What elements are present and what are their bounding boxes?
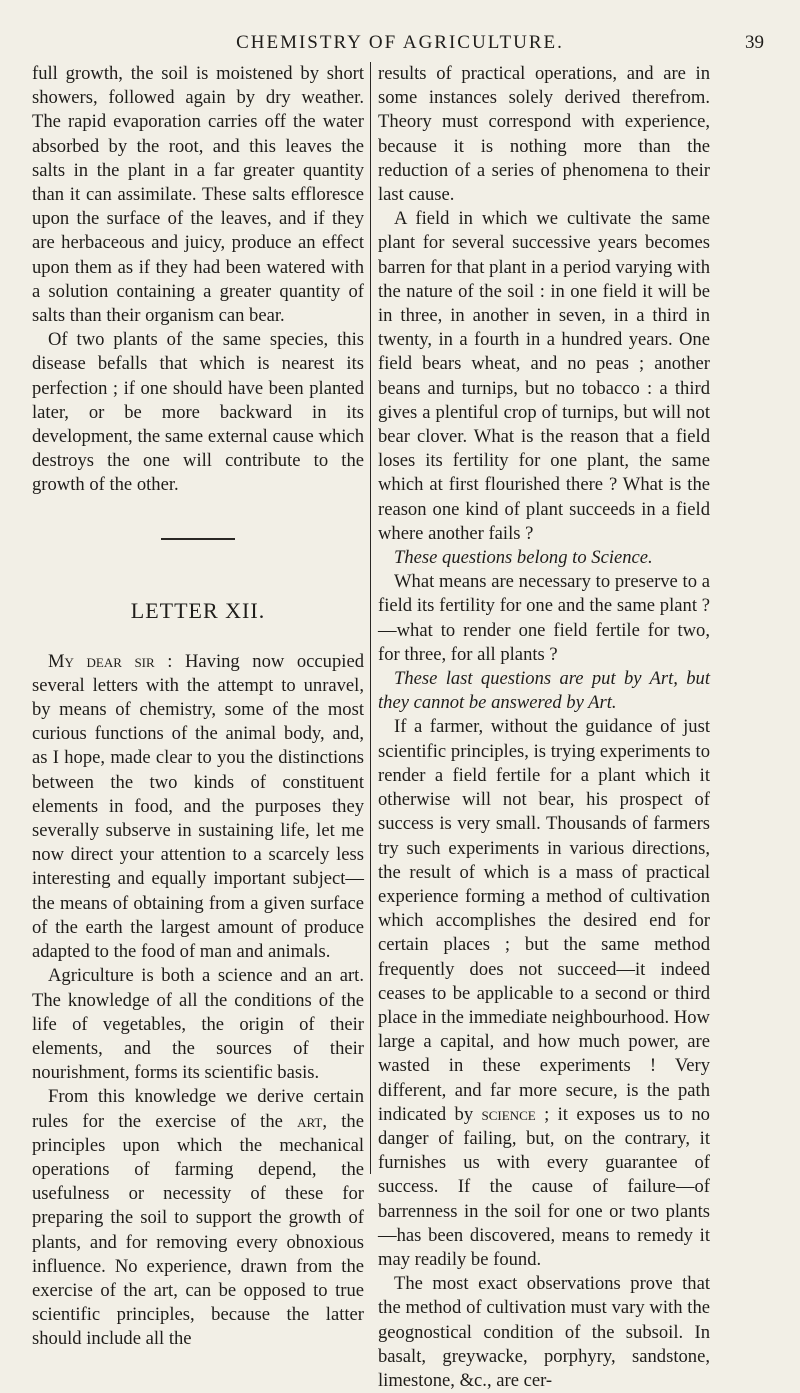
emphasis-art: art, (297, 1110, 328, 1132)
salutation: My dear sir : (48, 650, 173, 672)
letter-heading: LETTER XII. (130, 597, 266, 623)
column-rule (370, 62, 371, 1174)
left-column (32, 62, 364, 1352)
paragraph: Agriculture is both a science and an art. The knowledge of all the conditions of the life of vegetables, the origin of their elements, and the sources of their nourishment, forms its scientific basis. (32, 965, 364, 1084)
italic-statement: These last questions are put by Art, but they cannot be answered by Art. (378, 668, 710, 714)
paragraph (32, 1085, 364, 1351)
paragraph: A field in which we cultivate the same plant for several successive years becomes barren for that plant in a period varying with the nature of the soil : in one field it will be in three, in another in seven, in a third in twenty, in a fourth in a hundred years. One field bears wheat, and no peas ; another beans and turnips, but no tobacco : a third gives a plentiful crop of turnips, but will not bear clover. What is the reason that a field loses its fertility for one plant, the same which at first flourished there ? What is the reason one kind of plant succeeds in a field where another fails ? (378, 208, 710, 544)
letter-opening-paragraph (32, 650, 364, 965)
emphasis-science: science ; (481, 1103, 550, 1125)
page-number: 39 (745, 32, 764, 53)
paragraph-text: From this knowledge we derive certain rules for the exercise of the (32, 1086, 364, 1132)
paragraph: full growth, the soil is moistened by short showers, followed again by dry weather. The rapid evaporation carries off the water absorbed by the root, and this leaves the salts in the plant in a far greater quantity than it can assimilate. These salts effloresce upon the surface of the leaves, and if they are herbaceous and juicy, produce an effect upon them as if they had been watered with a solution containing a greater quantity of salts than their organism can bear. (32, 63, 364, 327)
section-divider (161, 538, 235, 540)
right-column (378, 62, 710, 1393)
paragraph (378, 546, 710, 570)
paragraph: Of two plants of the same species, this disease befalls that which is nearest its perfection ; if one should have been planted later, or be more backward in its development, the same external cause which destroys the one will contribute to the growth of the other. (32, 329, 364, 496)
paragraph: results of practical operations, and are in some instances solely derived therefrom. Theory must correspond with experience, because it is nothing more than the reduction of a series of phenomena to their last cause. (378, 63, 710, 206)
paragraph (378, 667, 710, 715)
paragraph-text: the principles upon which the mechanical operations of farming depend, the usefulness or necessity of these for preparing the soil to support the growth of plants, and for removing every obnoxious influence. No experience, drawn from the exercise of the art, can be opposed to true scientific principles, because the latter should include all the (32, 1110, 364, 1350)
page-header (0, 30, 800, 56)
paragraph (378, 715, 710, 1272)
paragraph-text: Having now occupied several letters with the attempt to unravel, by means of chemistry, some of the most curious functions of the animal body, and, as I hope, made clear to you the distinctions between the two kinds of constituent elements in food, and the purposes they severally subserve in sustaining life, let me now direct your attention to a scarcely less interesting and equally important subject—the means of obtaining from a given surface of the earth the largest amount of produce adapted to the food of man and animals. (32, 650, 364, 963)
paragraph: What means are necessary to preserve to a field its fertility for one and the same plant ?—what to render one field fertile for two, for three, for all plants ? (378, 571, 710, 665)
paragraph: The most exact observations prove that the method of cultivation must vary with the geognostical condition of the subsoil. In basalt, greywacke, porphyry, sandstone, limestone, &c., are cer- (378, 1273, 710, 1391)
paragraph-text: If a farmer, without the guidance of just scientific principles, is trying experiments to render a field fertile for a plant which it otherwise will not bear, his prospect of success is very small. Thousands of farmers try such experiments in various directions, the result of which is a mass of practical experience forming a method of cultivation which accomplishes the desired end for certain places ; but the same method frequently does not succeed—it indeed ceases to be applicable to a second or third place in the immediate neighbourhood. How large a capital, and how much power, are wasted in these experiments ! Very different, and far more secure, is the path indicated by (378, 716, 710, 1125)
running-title: CHEMISTRY OF AGRICULTURE. (236, 32, 564, 53)
paragraph-text: it exposes us to no danger of failing, but, on the contrary, it furnishes us with every guarantee of success. If the cause of failure—of barrenness in the soil for one or two plants—has been discovered, means to remedy it may readily be found. (378, 1103, 710, 1270)
italic-statement: These questions belong to Science. (394, 547, 653, 569)
